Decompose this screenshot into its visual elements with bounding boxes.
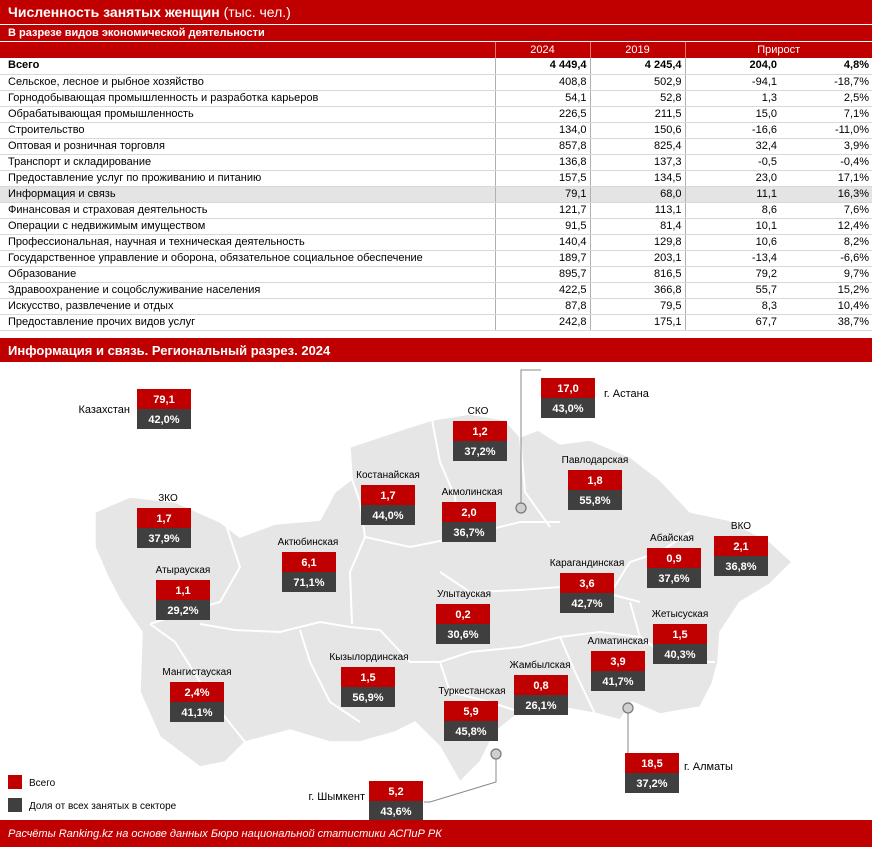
region-total: 1,5 <box>672 629 688 641</box>
city-pin-icon <box>491 749 501 759</box>
table-row <box>0 202 872 218</box>
table-row <box>0 170 872 186</box>
region-label-12 <box>436 589 491 644</box>
region-share: 37,2% <box>464 446 496 458</box>
table-title-bar <box>0 0 872 24</box>
row-growth-abs: 55,7 <box>685 282 780 298</box>
row-growth-pct: 12,4% <box>780 218 872 234</box>
row-growth-abs: 23,0 <box>685 170 780 186</box>
region-share: 42,7% <box>571 598 603 610</box>
row-name: Предоставление услуг по проживанию и питанию <box>0 170 495 186</box>
table-title-units: (тыс. чел.) <box>219 4 291 20</box>
row-2019: 203,1 <box>590 250 685 266</box>
region-name: Жамбылская <box>509 660 571 671</box>
row-growth-abs: 8,6 <box>685 202 780 218</box>
row-2019: 129,8 <box>590 234 685 250</box>
map-title: Информация и связь. Региональный разрез. 2024 <box>0 338 872 362</box>
row-2024: 226,5 <box>495 106 590 122</box>
region-label-18 <box>438 686 505 741</box>
row-growth-pct: 17,1% <box>780 170 872 186</box>
region-total: 3,6 <box>579 578 595 590</box>
row-2024: 857,8 <box>495 138 590 154</box>
table-body <box>0 58 872 330</box>
row-name: Всего <box>0 58 495 74</box>
region-share: 42,0% <box>148 414 180 426</box>
region-label-11 <box>550 558 625 613</box>
region-total: 1,7 <box>380 490 396 502</box>
row-name: Горнодобывающая промышленность и разработка карьеров <box>0 90 495 106</box>
row-2019: 366,8 <box>590 282 685 298</box>
region-name: г. Шымкент <box>308 791 365 803</box>
row-2024: 189,7 <box>495 250 590 266</box>
row-name: Искусство, развлечение и отдых <box>0 298 495 314</box>
table-row <box>0 74 872 90</box>
region-share: 37,6% <box>658 573 690 585</box>
table-row <box>0 186 872 202</box>
table-row <box>0 218 872 234</box>
region-label-5 <box>442 487 503 542</box>
region-label-7 <box>278 536 339 592</box>
row-2024: 87,8 <box>495 298 590 314</box>
row-growth-abs: -0,5 <box>685 154 780 170</box>
row-2019: 816,5 <box>590 266 685 282</box>
row-2019: 68,0 <box>590 186 685 202</box>
table-row <box>0 122 872 138</box>
region-total: 18,5 <box>641 758 663 770</box>
legend <box>8 775 177 812</box>
region-total: 5,9 <box>463 706 479 718</box>
row-name: Транспорт и складирование <box>0 154 495 170</box>
row-growth-abs: -16,6 <box>685 122 780 138</box>
row-growth-pct: 15,2% <box>780 282 872 298</box>
table-row <box>0 314 872 330</box>
region-share: 56,9% <box>352 692 384 704</box>
table-row <box>0 250 872 266</box>
region-name: ВКО <box>730 521 752 532</box>
region-label-10 <box>156 565 211 620</box>
region-total: 1,2 <box>472 426 488 438</box>
region-total: 2,1 <box>733 541 749 553</box>
row-2024: 895,7 <box>495 266 590 282</box>
row-growth-pct: 16,3% <box>780 186 872 202</box>
region-share: 41,1% <box>181 707 213 719</box>
region-name: Абайская <box>650 533 694 544</box>
region-label-2 <box>453 406 507 461</box>
table-row <box>0 58 872 74</box>
row-name: Операции с недвижимым имуществом <box>0 218 495 234</box>
region-total: 79,1 <box>153 394 175 406</box>
row-name: Информация и связь <box>0 186 495 202</box>
row-name: Предоставление прочих видов услуг <box>0 314 495 330</box>
region-share: 29,2% <box>167 605 199 617</box>
region-total: 0,9 <box>666 553 682 565</box>
region-name: Мангистауская <box>162 667 232 678</box>
row-2019: 4 245,4 <box>590 58 685 74</box>
table-title: Численность занятых женщин <box>8 4 220 20</box>
region-name: Алматинская <box>587 636 649 647</box>
region-share: 37,9% <box>148 533 180 545</box>
region-total: 5,2 <box>388 786 404 798</box>
row-name: Оптовая и розничная торговля <box>0 138 495 154</box>
row-name: Образование <box>0 266 495 282</box>
region-share: 41,7% <box>602 676 634 688</box>
region-share: 26,1% <box>525 700 557 712</box>
region-name: Акмолинская <box>441 487 503 498</box>
row-growth-pct: 38,7% <box>780 314 872 330</box>
region-map <box>0 362 872 820</box>
row-name: Профессиональная, научная и техническая деятельность <box>0 234 495 250</box>
row-2019: 502,9 <box>590 74 685 90</box>
region-name: ЗКО <box>158 493 178 504</box>
row-2024: 54,1 <box>495 90 590 106</box>
legend-share-label: Доля от всех занятых в секторе <box>29 801 177 812</box>
region-label-14 <box>588 636 649 691</box>
row-growth-pct: -18,7% <box>780 74 872 90</box>
row-growth-abs: 10,6 <box>685 234 780 250</box>
row-2019: 79,5 <box>590 298 685 314</box>
region-total: 1,1 <box>175 585 191 597</box>
table-subtitle: В разрезе видов экономической деятельности <box>0 25 872 41</box>
row-growth-abs: 1,3 <box>685 90 780 106</box>
region-label-20 <box>309 781 424 820</box>
region-total: 0,2 <box>455 609 471 621</box>
row-2019: 52,8 <box>590 90 685 106</box>
region-share: 44,0% <box>372 510 404 522</box>
legend-total-label: Всего <box>29 778 56 789</box>
city-pin-icon <box>516 503 526 513</box>
region-name: Карагандинская <box>549 558 625 569</box>
row-2024: 134,0 <box>495 122 590 138</box>
table-row <box>0 266 872 282</box>
header-growth: Прирост <box>685 42 872 58</box>
region-label-15 <box>162 667 231 722</box>
table-row <box>0 106 872 122</box>
row-growth-pct: -11,0% <box>780 122 872 138</box>
row-growth-pct: 4,8% <box>780 58 872 74</box>
row-2024: 408,8 <box>495 74 590 90</box>
table-row <box>0 90 872 106</box>
region-share: 45,8% <box>455 726 487 738</box>
region-label-19 <box>625 753 733 793</box>
row-growth-abs: 67,7 <box>685 314 780 330</box>
table-row <box>0 298 872 314</box>
row-name: Строительство <box>0 122 495 138</box>
row-name: Сельское, лесное и рыбное хозяйство <box>0 74 495 90</box>
region-name: Туркестанская <box>438 686 506 697</box>
region-name: Костанайская <box>356 470 420 481</box>
row-2024: 136,8 <box>495 154 590 170</box>
row-growth-abs: 32,4 <box>685 138 780 154</box>
row-2024: 4 449,4 <box>495 58 590 74</box>
row-growth-pct: 10,4% <box>780 298 872 314</box>
row-growth-abs: 10,1 <box>685 218 780 234</box>
legend-total-swatch <box>8 775 22 789</box>
region-name: СКО <box>467 406 489 417</box>
region-name: Жетысуская <box>651 609 709 620</box>
region-name: Улытауская <box>436 589 492 600</box>
row-2019: 825,4 <box>590 138 685 154</box>
region-share: 37,2% <box>636 778 668 790</box>
row-growth-pct: 2,5% <box>780 90 872 106</box>
row-name: Обрабатывающая промышленность <box>0 106 495 122</box>
row-2019: 137,3 <box>590 154 685 170</box>
region-name: г. Алматы <box>684 761 733 773</box>
source-footer: Расчёты Ranking.kz на основе данных Бюро национальной статистики АСПиР РК <box>0 820 872 847</box>
table-row <box>0 234 872 250</box>
region-name: Казахстан <box>78 404 130 416</box>
row-2024: 157,5 <box>495 170 590 186</box>
row-growth-pct: 3,9% <box>780 138 872 154</box>
row-2019: 150,6 <box>590 122 685 138</box>
region-total: 3,9 <box>610 656 626 668</box>
region-total: 17,0 <box>557 383 579 395</box>
row-2024: 121,7 <box>495 202 590 218</box>
region-total: 1,7 <box>156 513 172 525</box>
row-growth-abs: 204,0 <box>685 58 780 74</box>
table-row <box>0 282 872 298</box>
region-share: 43,0% <box>552 403 584 415</box>
region-name: г. Астана <box>604 388 649 400</box>
row-growth-pct: 9,7% <box>780 266 872 282</box>
region-name: Павлодарская <box>561 455 629 466</box>
row-name: Здравоохранение и соцобслуживание населения <box>0 282 495 298</box>
row-growth-abs: 15,0 <box>685 106 780 122</box>
row-growth-abs: -94,1 <box>685 74 780 90</box>
employment-table <box>0 42 872 331</box>
row-growth-pct: 8,2% <box>780 234 872 250</box>
row-2019: 134,5 <box>590 170 685 186</box>
region-label-3 <box>562 455 629 510</box>
row-2024: 91,5 <box>495 218 590 234</box>
row-name: Финансовая и страховая деятельность <box>0 202 495 218</box>
header-blank <box>0 42 495 58</box>
row-growth-pct: 7,1% <box>780 106 872 122</box>
legend-share-swatch <box>8 798 22 812</box>
header-2019: 2019 <box>590 42 685 58</box>
region-total: 1,5 <box>360 672 376 684</box>
region-total: 2,4% <box>184 687 210 699</box>
region-label-4 <box>356 470 420 525</box>
region-name: Атырауская <box>155 565 211 576</box>
region-total: 2,0 <box>461 507 477 519</box>
region-label-0 <box>78 389 191 429</box>
region-name: Кызылординская <box>329 652 409 663</box>
region-share: 30,6% <box>447 629 479 641</box>
row-growth-pct: -6,6% <box>780 250 872 266</box>
table-row <box>0 154 872 170</box>
row-2024: 140,4 <box>495 234 590 250</box>
header-2024: 2024 <box>495 42 590 58</box>
region-share: 55,8% <box>579 495 611 507</box>
region-total: 1,8 <box>587 475 603 487</box>
map-svg <box>0 362 872 820</box>
row-growth-abs: 8,3 <box>685 298 780 314</box>
row-2019: 81,4 <box>590 218 685 234</box>
region-share: 36,8% <box>725 561 757 573</box>
row-2019: 175,1 <box>590 314 685 330</box>
table-row <box>0 138 872 154</box>
region-total: 0,8 <box>533 680 549 692</box>
row-growth-abs: 79,2 <box>685 266 780 282</box>
row-2024: 242,8 <box>495 314 590 330</box>
row-2024: 422,5 <box>495 282 590 298</box>
region-label-8 <box>647 532 701 588</box>
region-label-1 <box>541 378 650 418</box>
region-share: 43,6% <box>380 806 412 818</box>
row-growth-pct: 7,6% <box>780 202 872 218</box>
table-header-row <box>0 42 872 58</box>
row-growth-abs: -13,4 <box>685 250 780 266</box>
region-label-13 <box>652 609 709 664</box>
row-2019: 211,5 <box>590 106 685 122</box>
region-name: Актюбинская <box>277 537 339 548</box>
region-share: 36,7% <box>453 527 485 539</box>
row-name: Государственное управление и оборона, обязательное социальное обеспечение <box>0 250 495 266</box>
row-growth-pct: -0,4% <box>780 154 872 170</box>
row-growth-abs: 11,1 <box>685 186 780 202</box>
region-label-17 <box>510 659 571 715</box>
row-2024: 79,1 <box>495 186 590 202</box>
row-2019: 113,1 <box>590 202 685 218</box>
city-pin-icon <box>623 703 633 713</box>
region-share: 71,1% <box>293 577 325 589</box>
region-total: 6,1 <box>301 557 317 569</box>
region-share: 40,3% <box>664 649 696 661</box>
